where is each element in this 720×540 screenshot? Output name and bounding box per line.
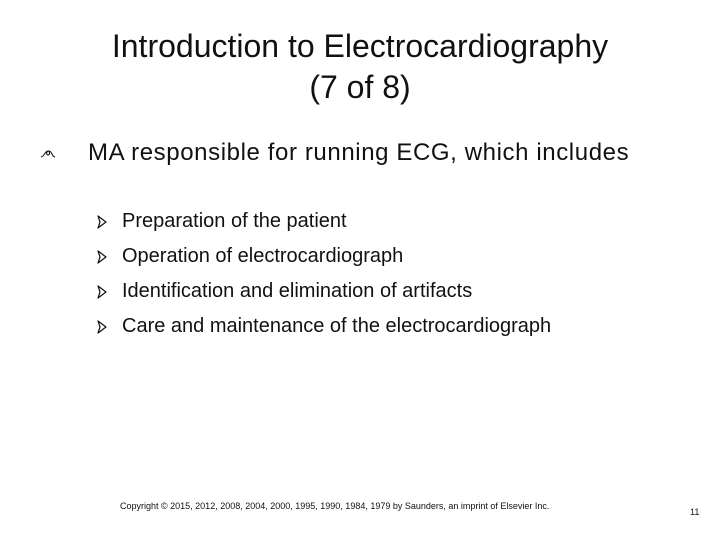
main-bullet-text: MA responsible for running ECG, which includes bbox=[88, 139, 630, 166]
sub-bullet-item bbox=[110, 274, 690, 309]
sub-bullet-text: Identification and elimination of artifacts bbox=[122, 280, 473, 302]
sub-bullet-text: Care and maintenance of the electrocardiograph bbox=[122, 315, 552, 337]
slide-title-line-2: (7 of 8) bbox=[309, 69, 411, 105]
sub-bullet-list bbox=[110, 204, 690, 344]
page-number: 11 bbox=[690, 507, 700, 517]
sub-bullet-item bbox=[110, 309, 690, 344]
sub-bullet-item bbox=[110, 239, 690, 274]
arrowhead-bullet-icon bbox=[96, 320, 108, 334]
arrowhead-bullet-icon bbox=[96, 215, 108, 229]
arrowhead-bullet-icon bbox=[96, 285, 108, 299]
slide-title-line-1: Introduction to Electrocardiography bbox=[111, 28, 609, 64]
looped-line-bullet-icon bbox=[40, 146, 56, 162]
arrowhead-bullet-icon bbox=[96, 250, 108, 264]
main-bullet bbox=[40, 136, 660, 169]
sub-bullet-text: Preparation of the patient bbox=[122, 210, 347, 232]
sub-bullet-text: Operation of electrocardiograph bbox=[122, 245, 404, 267]
copyright-footer: Copyright © 2015, 2012, 2008, 2004, 2000, 1995, 1990, 1984, 1979 by Saunders, an imprint of Elsevier Inc. bbox=[120, 501, 550, 511]
slide-title bbox=[60, 26, 660, 108]
sub-bullet-item bbox=[110, 204, 690, 239]
